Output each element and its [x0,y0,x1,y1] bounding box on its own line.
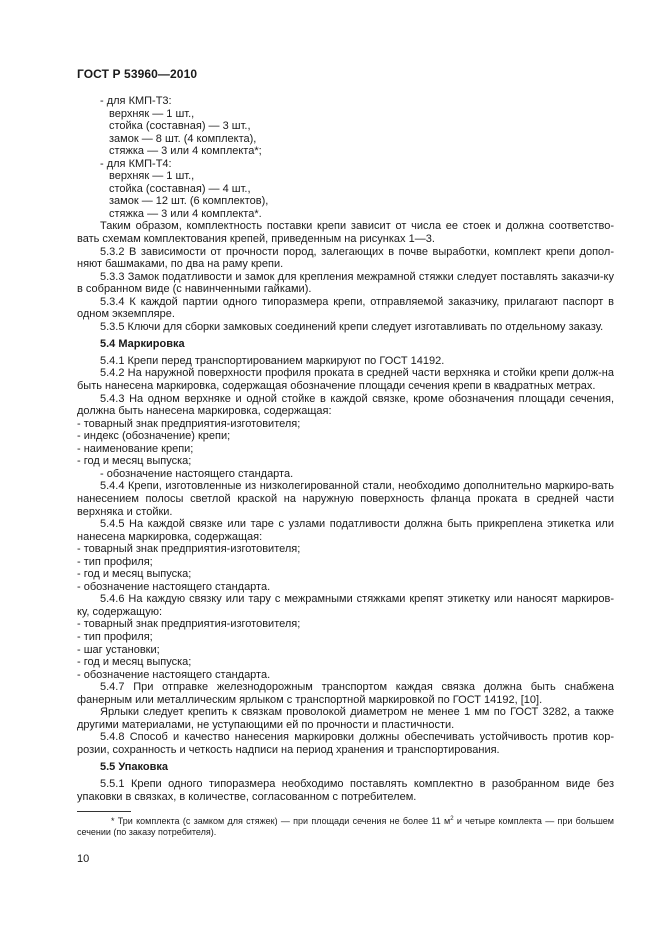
list-item: - товарный знак предприятия-изготовителя; [77,417,301,430]
paragraph-5-4-1: 5.4.1 Крепи перед транспортированием маркируют по ГОСТ 14192. [100,354,445,367]
list-item: верхняк — 1 шт., [109,107,195,120]
paragraph-labels: Ярлыки следует крепить к связкам проволокой диаметром не менее 1 мм по ГОСТ 3282, а также другими материалами, не уступающими ей по прочности и пластичности. [77,706,614,731]
list-label-kmp-t4: - для КМП-Т4: [100,157,172,170]
list-item: - тип профиля; [77,555,153,568]
paragraph-5-4-3: 5.4.3 На одном верхняке и одной стойке в каждой связке, кроме обозначения площади сечения, должна быть нанесена маркировка, содержащая: [77,392,614,418]
list-item: замок — 12 шт. (6 комплектов), [109,195,269,208]
list-item: - год и месяц выпуска; [77,568,192,581]
list-item: стойка (составная) — 3 шт., [109,120,251,133]
paragraph-5-5-1: 5.5.1 Крепи одного типоразмера необходимо поставлять комплектно в разобранном виде без упаковки в связках, в количестве, согласованном с потребителем. [77,777,614,803]
paragraph-5-3-3: 5.3.3 Замок податливости и замок для крепления межрамной стяжки следует поставлять заказчи-ку в собранном виде (с навинченными гайками). [77,270,614,296]
list-item: - обозначение настоящего стандарта. [77,668,271,681]
section-heading-packaging: 5.5 Упаковка [100,761,168,774]
page-header-standard-id: ГОСТ Р 53960—2010 [77,67,198,81]
section-heading-marking: 5.4 Маркировка [100,338,185,351]
footnote-separator [77,811,131,812]
list-item: - год и месяц выпуска; [77,656,192,669]
list-item: - тип профиля; [77,630,153,643]
list-item: стяжка — 3 или 4 комплекта*. [109,207,262,220]
paragraph-5-3-2: 5.3.2 В зависимости от прочности пород, залегающих в почве выработки, комплект крепи допол-няют башмаками, по два на раму крепи. [77,245,614,271]
list-item: - наименование крепи; [77,442,194,455]
list-item: - товарный знак предприятия-изготовителя; [77,618,301,631]
footnote-text-continued: и четыре комплекта — при большем сечении (по заказу потребителя). [77,816,614,837]
paragraph-5-4-6: 5.4.6 На каждую связку или тару с межрамными стяжками крепят этикетку или наносят маркиров-ку, содержащую: [77,593,614,618]
list-item: стойка (составная) — 4 шт., [109,182,251,195]
paragraph-5-4-2: 5.4.2 На наружной поверхности профиля проката в средней части верхняка и стойки крепи долж-на быть нанесена маркировка, содержащая обозначение площади сечения крепи в квадратных метрах. [77,367,614,393]
body-text [77,95,614,803]
footnote-superscript: 2 [450,816,454,822]
list-item: - товарный знак предприятия-изготовителя; [77,543,301,556]
paragraph-5-4-8: 5.4.8 Способ и качество нанесения маркировки должны обеспечивать устойчивость против кор-розии, сохранность и четкость надписи на период хранения и транспортирования. [77,731,614,756]
list-item: - год и месяц выпуска; [77,455,192,468]
paragraph-5-4-5: 5.4.5 На каждой связке или таре с узлами податливости должна быть прикреплена этикетка или нанесена маркировка, содержащая: [77,518,614,543]
paragraph-5-3-5: 5.3.5 Ключи для сборки замковых соединений крепи следует изготавливать по отдельному заказу. [100,320,604,333]
paragraph-5-3-4: 5.3.4 К каждой партии одного типоразмера крепи, отправляемой заказчику, прилагают паспорт в одном экземпляре. [77,295,614,321]
paragraph-5-4-4: 5.4.4 Крепи, изготовленные из низколегированной стали, необходимо дополнительно маркиро-вать нанесением полосы светлой краской на наружную поверхность фланца проката в средней части верхняка и стойки. [77,480,614,518]
list-label-kmp-t3: - для КМП-Т3: [100,95,172,107]
paragraph-5-4-7: 5.4.7 При отправке железнодорожным транспортом каждая связка должна быть снабжена фанерным или металлическим ярлыком с транспортной маркировкой по ГОСТ 14192, [10]. [77,681,614,706]
list-item: - обозначение настоящего стандарта. [100,467,294,480]
footnote [77,816,614,838]
list-item: верхняк — 1 шт., [109,170,195,183]
list-item: - индекс (обозначение) крепи; [77,430,231,443]
footnote-text: * Три комплекта (с замком для стяжек) — при площади сечения не более 11 м [111,816,451,826]
paragraph-completeness-note: Таким образом, комплектность поставки крепи зависит от числа ее стоек и должна соответство-вать схемам комплектования крепей, приведенным на рисунках 1—3. [77,220,614,246]
page-number: 10 [77,853,90,865]
list-item: замок — 8 шт. (4 комплекта), [109,132,257,145]
list-item: - обозначение настоящего стандарта. [77,580,271,593]
list-item: - шаг установки; [77,643,160,656]
list-item: стяжка — 3 или 4 комплекта*; [109,145,262,158]
